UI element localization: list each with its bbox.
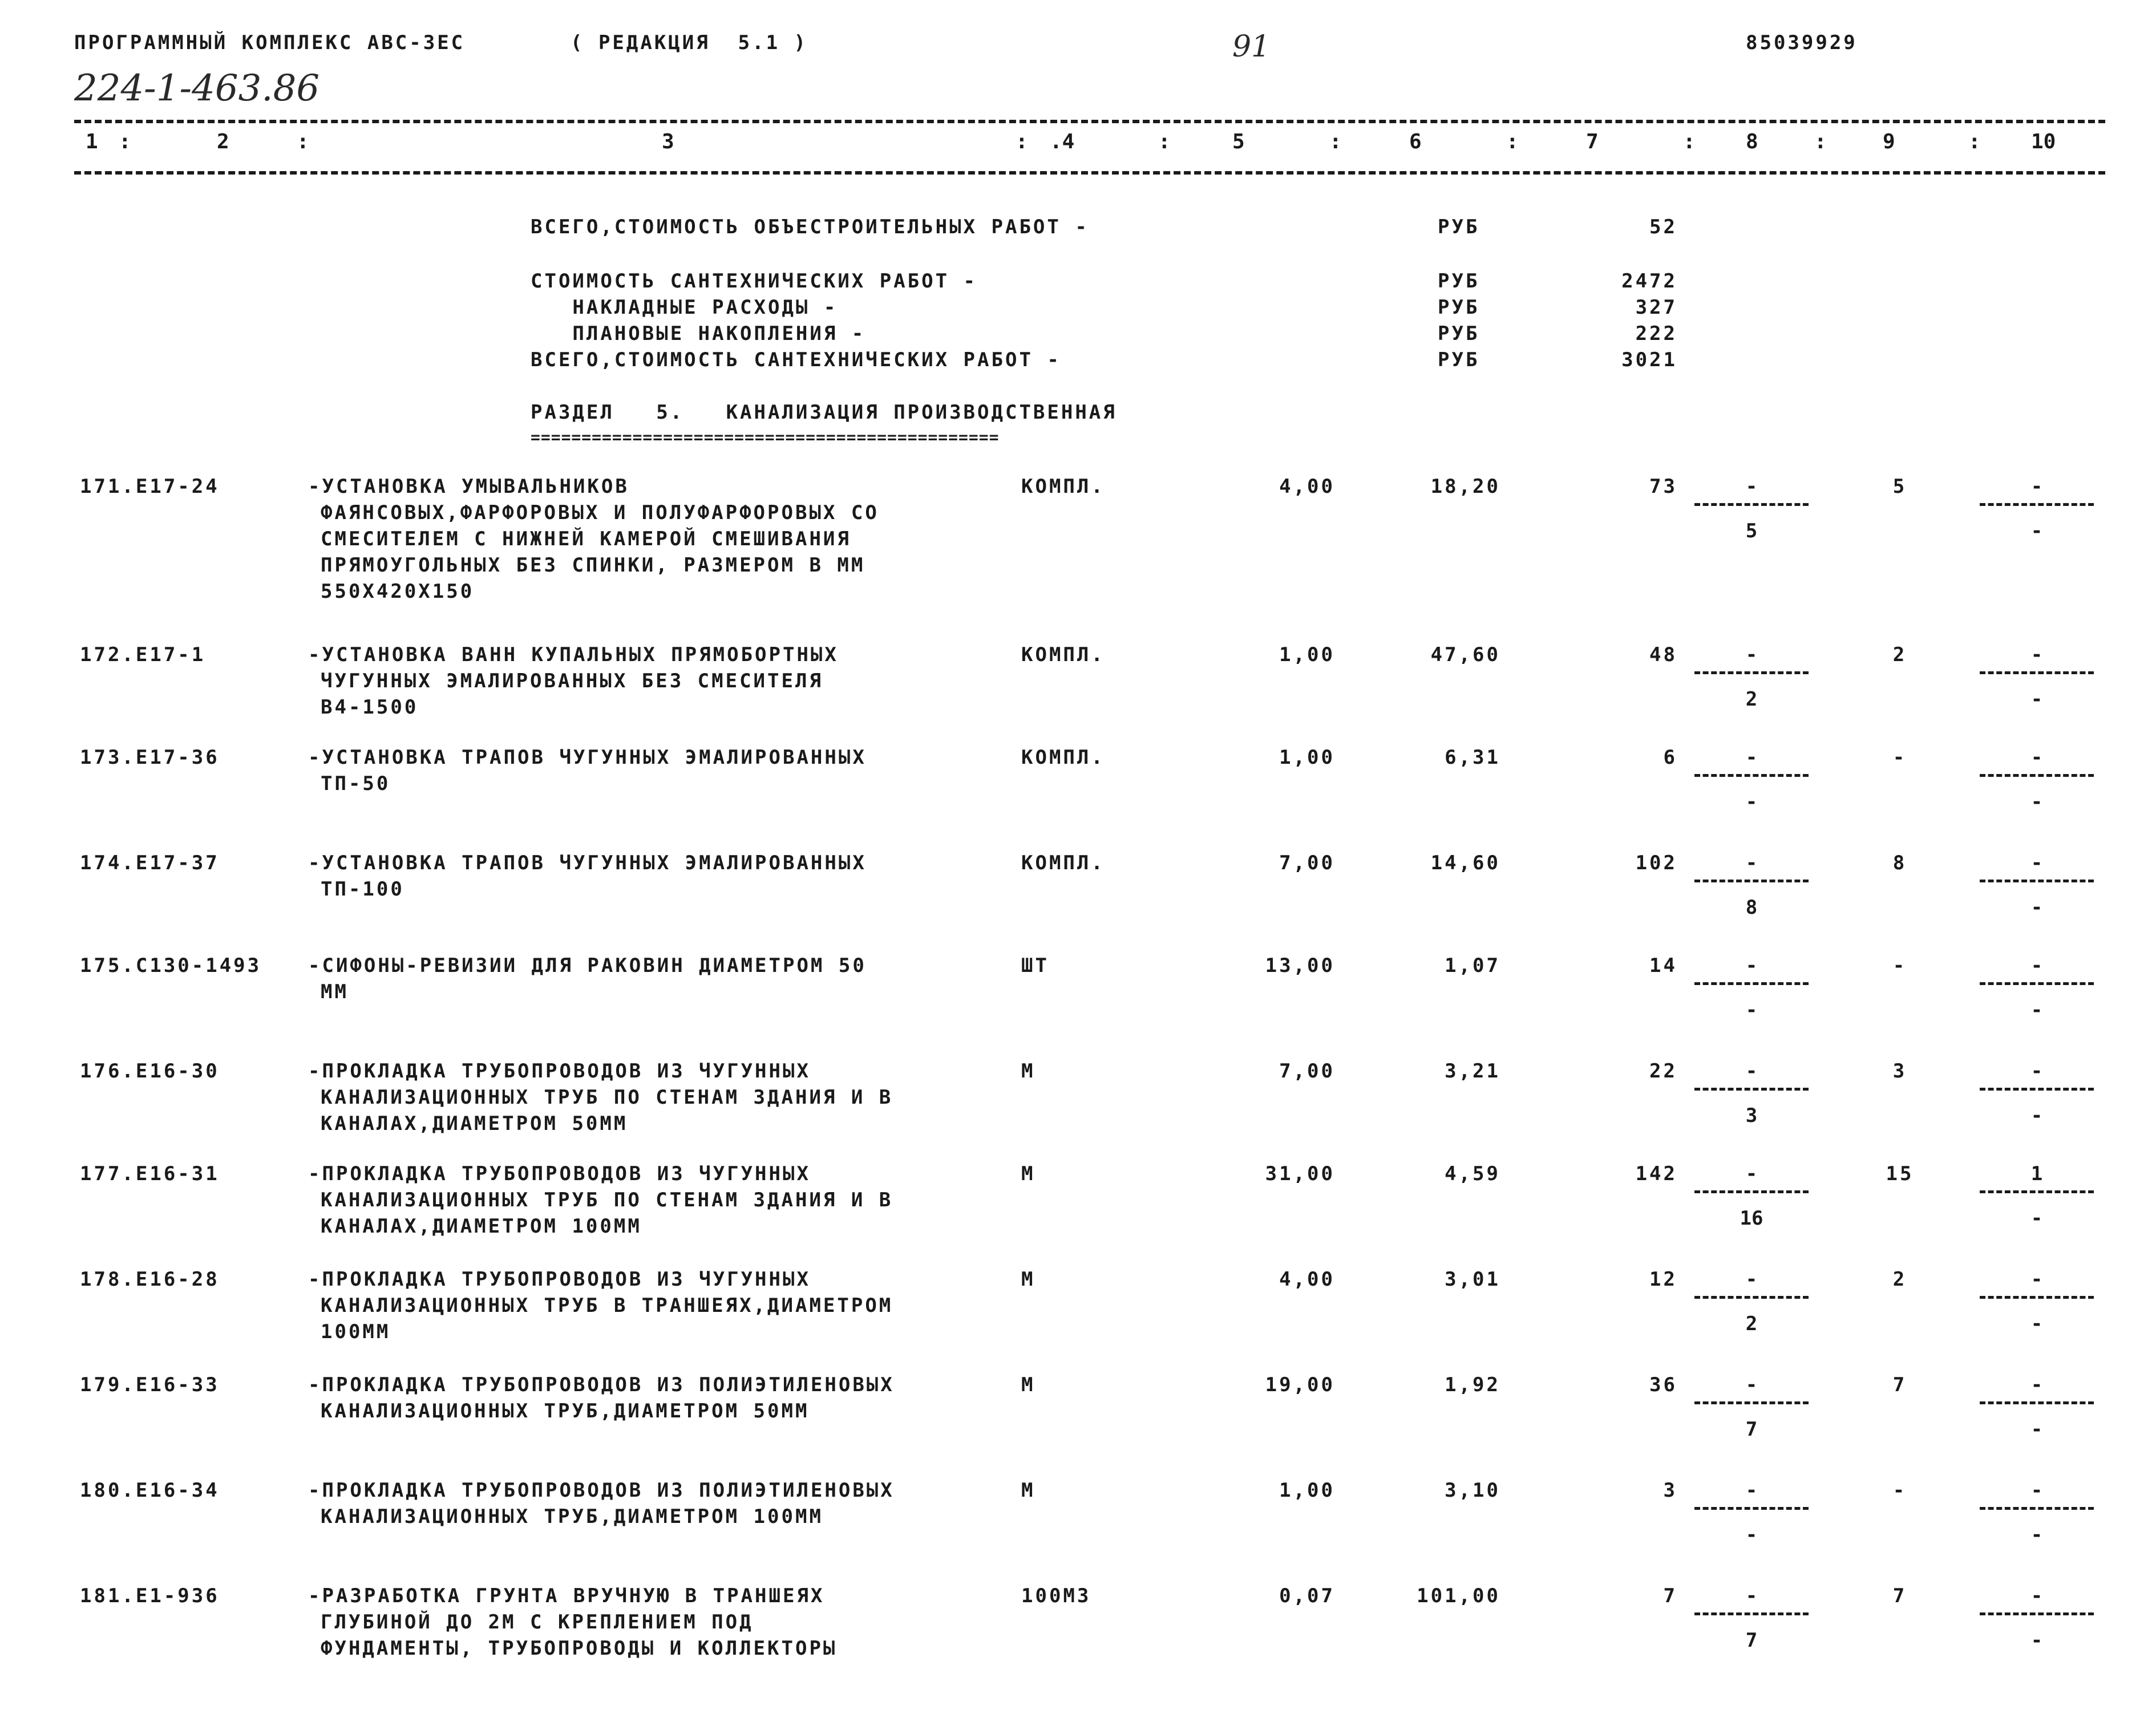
row-unit: КОМПЛ. [1021, 746, 1105, 769]
row-description-line: В4-1500 [321, 696, 419, 719]
row-total-cost: 12 [1649, 1268, 1677, 1291]
summary-total-santech-unit: РУБ [1438, 349, 1480, 371]
row-col8-fraction-bottom: 7 [1745, 1629, 1758, 1652]
row-col10-fraction-top: - [2030, 475, 2043, 498]
row-col9-value: - [1892, 746, 1907, 769]
row-unit: М [1021, 1162, 1035, 1185]
row-description-line: КАНАЛАХ,ДИАМЕТРОМ 100ММ [321, 1215, 642, 1238]
row-unit-price: 47,60 [1430, 643, 1500, 666]
row-col10-fraction [1980, 1058, 2094, 1144]
row-unit-price: 4,59 [1445, 1162, 1500, 1185]
col-header-5: 5 [1232, 130, 1245, 153]
row-unit-price: 6,31 [1445, 746, 1500, 769]
row-total-cost: 22 [1649, 1060, 1677, 1083]
row-total-cost: 3 [1663, 1479, 1677, 1502]
summary-total-santech-value: 3021 [1621, 349, 1677, 371]
row-description-line: КАНАЛИЗАЦИОННЫХ ТРУБ,ДИАМЕТРОМ 100ММ [321, 1505, 823, 1528]
row-description-line: -ПРОКЛАДКА ТРУБОПРОВОДОВ ИЗ ЧУГУННЫХ [308, 1162, 811, 1185]
row-unit-price: 3,01 [1445, 1268, 1500, 1291]
row-col10-fraction-bottom: - [2030, 1104, 2043, 1127]
summary-santech-label: СТОИМОСТЬ САНТЕХНИЧЕСКИХ РАБОТ - [531, 270, 978, 293]
row-col10-fraction-bar [1980, 1190, 2094, 1193]
row-col10-fraction-top: - [2030, 1060, 2043, 1083]
row-unit: КОМПЛ. [1021, 643, 1105, 666]
row-description-line: КАНАЛИЗАЦИОННЫХ ТРУБ,ДИАМЕТРОМ 50ММ [321, 1400, 810, 1423]
row-col10-fraction-bar [1980, 503, 2094, 506]
row-col8-fraction-bottom: 5 [1745, 520, 1758, 542]
row-col9-value: 3 [1892, 1060, 1907, 1083]
row-col8-fraction-bar [1694, 1190, 1809, 1193]
section-title: РАЗДЕЛ 5. КАНАЛИЗАЦИЯ ПРОИЗВОДСТВЕННАЯ [531, 401, 1117, 424]
row-col8-fraction [1694, 473, 1809, 559]
row-col8-fraction [1694, 1161, 1809, 1246]
row-col8-fraction-bottom: - [1745, 999, 1758, 1022]
row-col10-fraction-top: - [2030, 746, 2043, 769]
row-description-line: ФУНДАМЕНТЫ, ТРУБОПРОВОДЫ И КОЛЛЕКТОРЫ [321, 1637, 838, 1660]
row-col8-fraction-bar [1694, 1088, 1809, 1091]
row-col9-value: 5 [1892, 475, 1907, 498]
row-unit: ШТ [1021, 954, 1049, 977]
row-col8-fraction-top: - [1745, 954, 1758, 977]
row-quantity: 1,00 [1279, 1479, 1335, 1502]
row-col8-fraction-bottom: 8 [1745, 896, 1758, 919]
header-rule-top [74, 120, 2105, 123]
row-col10-fraction [1980, 1583, 2094, 1668]
row-quantity: 0,07 [1279, 1585, 1335, 1607]
row-col10-fraction-bottom: - [2030, 896, 2043, 919]
row-col8-fraction-top: - [1745, 1060, 1758, 1083]
row-col8-fraction-top: - [1745, 1479, 1758, 1502]
row-col8-fraction-bottom: 7 [1745, 1418, 1758, 1441]
row-col10-fraction-bar [1980, 671, 2094, 674]
row-col8-fraction [1694, 953, 1809, 1038]
row-code: 173.Е17-36 [80, 746, 220, 769]
row-code: 172.Е17-1 [80, 643, 206, 666]
row-col8-fraction-bar [1694, 1507, 1809, 1510]
row-description-line: -ПРОКЛАДКА ТРУБОПРОВОДОВ ИЗ ЧУГУННЫХ [308, 1268, 811, 1291]
document-code: 85039929 [1746, 31, 1858, 54]
row-quantity: 19,00 [1265, 1373, 1335, 1396]
row-col10-fraction-top: - [2030, 643, 2043, 666]
row-total-cost: 6 [1663, 746, 1677, 769]
row-quantity: 1,00 [1279, 746, 1335, 769]
row-col8-fraction-top: - [1745, 475, 1758, 498]
row-quantity: 7,00 [1279, 1060, 1335, 1083]
row-unit-price: 1,92 [1445, 1373, 1500, 1396]
program-title: ПРОГРАММНЫЙ КОМПЛЕКС АВС-ЗЕС [74, 31, 466, 54]
col-header-7: 7 [1586, 130, 1599, 153]
row-description-line: ММ [321, 980, 349, 1003]
summary-overhead-value: 327 [1635, 296, 1677, 319]
row-unit: М [1021, 1268, 1035, 1291]
row-code: 175.С130-1493 [80, 954, 262, 977]
row-col10-fraction-bar [1980, 1612, 2094, 1615]
summary-santech-unit: РУБ [1438, 270, 1480, 293]
row-col10-fraction-bar [1980, 880, 2094, 882]
row-col10-fraction-bottom: - [2030, 999, 2043, 1022]
section-underline: ============================================== [531, 428, 1000, 447]
row-description-line: ТП-50 [321, 772, 391, 795]
col-header-6: 6 [1409, 130, 1422, 153]
row-col8-fraction-bar [1694, 503, 1809, 506]
row-col10-fraction [1980, 1161, 2094, 1246]
row-col10-fraction [1980, 850, 2094, 935]
col-header-4: .4 [1050, 130, 1075, 153]
row-code: 177.Е16-31 [80, 1162, 220, 1185]
summary-total-santech-label: ВСЕГО,СТОИМОСТЬ САНТЕХНИЧЕСКИХ РАБОТ - [531, 349, 1061, 371]
row-col8-fraction-bar [1694, 1296, 1809, 1299]
row-col8-fraction-bar [1694, 671, 1809, 674]
row-unit: М [1021, 1373, 1035, 1396]
row-description-line: КАНАЛАХ,ДИАМЕТРОМ 50ММ [321, 1112, 628, 1135]
row-col9-value: - [1892, 954, 1907, 977]
row-code: 178.Е16-28 [80, 1268, 220, 1291]
row-col10-fraction-top: - [2030, 1268, 2043, 1291]
row-col8-fraction [1694, 1583, 1809, 1668]
row-col8-fraction-bar [1694, 982, 1809, 985]
row-unit: КОМПЛ. [1021, 475, 1105, 498]
row-col10-fraction [1980, 744, 2094, 830]
row-total-cost: 14 [1649, 954, 1677, 977]
row-col10-fraction-bar [1980, 982, 2094, 985]
row-description-line: -УСТАНОВКА ВАНН КУПАЛЬНЫХ ПРЯМОБОРТНЫХ [308, 643, 839, 666]
row-description-line: -УСТАНОВКА ТРАПОВ ЧУГУННЫХ ЭМАЛИРОВАННЫХ [308, 746, 867, 769]
row-col8-fraction-top: - [1745, 1268, 1758, 1291]
row-col10-fraction [1980, 1477, 2094, 1563]
row-unit: 100М3 [1021, 1585, 1091, 1607]
row-description-line: ФАЯНСОВЫХ,ФАРФОРОВЫХ И ПОЛУФАРФОРОВЫХ СО [321, 501, 879, 524]
row-col8-fraction [1694, 744, 1809, 830]
row-col8-fraction-top: - [1745, 643, 1758, 666]
row-col10-fraction-bottom: - [2030, 688, 2043, 711]
row-unit-price: 14,60 [1430, 852, 1500, 874]
row-col10-fraction-bottom: - [2030, 1629, 2043, 1652]
row-description-line: ТП-100 [321, 878, 404, 901]
summary-total-obj-label: ВСЕГО,СТОИМОСТЬ ОБЪЕСТРОИТЕЛЬНЫХ РАБОТ - [531, 216, 1089, 238]
row-description-line: СМЕСИТЕЛЕМ С НИЖНЕЙ КАМЕРОЙ СМЕШИВАНИЯ [321, 528, 851, 550]
row-code: 176.Е16-30 [80, 1060, 220, 1083]
row-col9-value: 7 [1892, 1585, 1907, 1607]
col-header-1: 1 [86, 130, 98, 153]
row-total-cost: 7 [1663, 1585, 1677, 1607]
row-col8-fraction [1694, 1372, 1809, 1457]
row-description-line: -РАЗРАБОТКА ГРУНТА ВРУЧНУЮ В ТРАНШЕЯХ [308, 1585, 825, 1607]
row-quantity: 1,00 [1279, 643, 1335, 666]
document-page: ПРОГРАММНЫЙ КОМПЛЕКС АВС-ЗЕС ( РЕДАКЦИЯ 5.1 ) 91 85039929 224-1-463.86 1 : 2 : 3 : .4 : 5 : 6 : 7 : 8 : 9 : 10 ВСЕГО,СТОИМОСТЬ ОБЪЕСТРОИТЕЛЬНЫХ РАБОТ - РУБ 52 СТОИМОСТЬ САНТЕХНИЧЕСКИХ РАБОТ - РУБ 2472 НАКЛАДНЫЕ РАСХОДЫ - РУБ 327 ПЛАНОВЫЕ НАКОПЛЕНИЯ - РУБ 222 ВСЕГО,СТОИМОСТЬ САНТЕХНИЧЕСКИХ РАБОТ - РУБ 3021 РАЗДЕЛ 5. КАНАЛИЗАЦИЯ ПРОИЗВОДСТВЕННАЯ ============================================== 171.Е17-24 -УСТАНОВКА УМЫВАЛЬНИКОВ ФАЯНСОВЫХ,ФАРФОРОВЫХ И ПОЛУФАРФОРОВЫХ СО СМЕСИТЕЛЕМ С НИЖНЕЙ КАМЕРОЙ СМЕШИВАНИЯ ПРЯМОУГОЛЬНЫХ БЕЗ СПИНКИ, РАЗМЕРОМ В ММ 550Х420Х150 КОМПЛ. 4,00 18,20 73 - 5 5 - - 172.Е17-1 -УСТАНОВКА ВАНН КУПАЛЬНЫХ ПРЯМОБОРТНЫХ ЧУГУННЫХ ЭМАЛИРОВАННЫХ БЕЗ СМЕСИТЕЛЯ В4-1500 КОМПЛ. 1,00 47,60 48 - 2 2 - - 173.Е17-36 -УСТАНОВКА ТРАПОВ ЧУГУННЫХ ЭМАЛИРОВАННЫХ ТП-50 КОМПЛ. 1,00 6,31 6 - - - - - 174.Е17-37 -УСТАНОВКА ТРАПОВ ЧУГУННЫХ ЭМАЛИРОВАННЫХ ТП-100 КОМПЛ. 7,00 14,60 102 - 8 8 - - 175.С130-1493 -СИФОНЫ-РЕВИЗИИ ДЛЯ РАКОВИН ДИАМЕТРОМ 50 ММ ШТ 13,00 1,07 14 - - - - - 176.Е16-30 -ПРОКЛАДКА ТРУБОПРОВОДОВ ИЗ ЧУГУННЫХ КАНАЛИЗАЦИОННЫХ ТРУБ ПО СТЕНАМ ЗДАНИЯ И В КАНАЛАХ,ДИАМЕТРОМ 50ММ М 7,00 3,21 22 - 3 3 - - 177.Е16-31 -ПРОКЛАДКА ТРУБОПРОВОДОВ ИЗ ЧУГУННЫХ КАНАЛИЗАЦИОННЫХ ТРУБ ПО СТЕНАМ ЗДАНИЯ И В КАНАЛАХ,ДИАМЕТРОМ 100ММ М 31,00 4,59 142 - 16 15 1 - 178.Е16-28 -ПРОКЛАДКА ТРУБОПРОВОДОВ ИЗ ЧУГУННЫХ КАНАЛИЗАЦИОННЫХ ТРУБ В ТРАНШЕЯХ,ДИАМЕТРОМ 100ММ М 4,00 3,01 12 - 2 2 - - 179.Е16-33 -ПРОКЛАДКА ТРУБОПРОВОДОВ ИЗ ПОЛИЭТИЛЕНОВЫХ КАНАЛИЗАЦИОННЫХ ТРУБ,ДИАМЕТРОМ 50ММ М 19,00 1,92 36 - 7 7 - - 180.Е16-34 -ПРОКЛАДКА ТРУБОПРОВОДОВ ИЗ ПОЛИЭТИЛЕНОВЫХ КАНАЛИЗАЦИОННЫХ ТРУБ,ДИАМЕТРОМ 100ММ М 1,00 3,10 3 - - - - - 181.Е1-936 -РАЗРАБОТКА ГРУНТА ВРУЧНУЮ В ТРАНШЕЯХ ГЛУБИНОЙ ДО 2М С КРЕПЛЕНИЕМ ПОД ФУНДАМЕНТЫ, ТРУБОПРОВОДЫ И КОЛЛЕКТОРЫ 100М3 0,07 101,00 7 - 7 7 - - [0, 0, 2156, 1718]
row-code: 179.Е16-33 [80, 1373, 220, 1396]
row-col8-fraction-bottom: 2 [1745, 688, 1758, 711]
row-col8-fraction-top: - [1745, 1373, 1758, 1396]
row-col9-value: 2 [1892, 643, 1907, 666]
row-col10-fraction-bottom: - [2030, 1312, 2043, 1335]
edition-label: ( РЕДАКЦИЯ 5.1 ) [571, 31, 808, 54]
row-description-line: ПРЯМОУГОЛЬНЫХ БЕЗ СПИНКИ, РАЗМЕРОМ В ММ [321, 554, 865, 577]
row-unit-price: 1,07 [1445, 954, 1500, 977]
row-col10-fraction-bottom: - [2030, 1207, 2043, 1230]
row-col10-fraction-top: - [2030, 1479, 2043, 1502]
col-header-9: 9 [1883, 130, 1895, 153]
row-description-line: КАНАЛИЗАЦИОННЫХ ТРУБ В ТРАНШЕЯХ,ДИАМЕТРОМ [321, 1294, 893, 1317]
row-description-line: КАНАЛИЗАЦИОННЫХ ТРУБ ПО СТЕНАМ ЗДАНИЯ И В [321, 1189, 893, 1211]
row-col9-value: 15 [1886, 1162, 1914, 1185]
row-col10-fraction-bottom: - [2030, 1523, 2043, 1546]
col-header-2: 2 [217, 130, 229, 153]
row-col10-fraction-top: 1 [2030, 1162, 2043, 1185]
row-col9-value: 8 [1892, 852, 1907, 874]
row-total-cost: 142 [1635, 1162, 1677, 1185]
row-quantity: 4,00 [1279, 1268, 1335, 1291]
col-header-10: 10 [2031, 130, 2056, 153]
page-number: 91 [1232, 30, 1271, 64]
row-unit: М [1021, 1060, 1035, 1083]
row-description-line: ГЛУБИНОЙ ДО 2М С КРЕПЛЕНИЕМ ПОД [321, 1611, 754, 1634]
row-col9-value: - [1892, 1479, 1907, 1502]
row-unit-price: 3,10 [1445, 1479, 1500, 1502]
row-col8-fraction-top: - [1745, 852, 1758, 874]
row-col10-fraction [1980, 642, 2094, 727]
row-col8-fraction-bar [1694, 774, 1809, 777]
row-col10-fraction-bottom: - [2030, 1418, 2043, 1441]
row-col8-fraction-bottom: 2 [1745, 1312, 1758, 1335]
row-col10-fraction-top: - [2030, 1585, 2043, 1607]
row-total-cost: 102 [1635, 852, 1677, 874]
row-col10-fraction-bar [1980, 1507, 2094, 1510]
row-description-line: -ПРОКЛАДКА ТРУБОПРОВОДОВ ИЗ ПОЛИЭТИЛЕНОВЫХ [308, 1373, 895, 1396]
row-col8-fraction-bar [1694, 1612, 1809, 1615]
row-description-line: КАНАЛИЗАЦИОННЫХ ТРУБ ПО СТЕНАМ ЗДАНИЯ И В [321, 1086, 893, 1109]
row-quantity: 13,00 [1265, 954, 1335, 977]
row-description-line: 100ММ [321, 1320, 391, 1343]
summary-overhead-label: НАКЛАДНЫЕ РАСХОДЫ - [531, 296, 838, 319]
row-col9-value: 7 [1892, 1373, 1907, 1396]
summary-total-obj-value: 52 [1649, 216, 1677, 238]
row-col10-fraction-bottom: - [2030, 520, 2043, 542]
row-col10-fraction-bar [1980, 1296, 2094, 1299]
row-col8-fraction-bottom: 16 [1740, 1207, 1763, 1230]
row-col10-fraction-top: - [2030, 1373, 2043, 1396]
row-col8-fraction-bar [1694, 880, 1809, 882]
row-col8-fraction-bottom: - [1745, 791, 1758, 813]
row-description-line: -СИФОНЫ-РЕВИЗИИ ДЛЯ РАКОВИН ДИАМЕТРОМ 50 [308, 954, 867, 977]
header-rule-bottom [74, 171, 2105, 175]
row-col10-fraction-top: - [2030, 852, 2043, 874]
summary-overhead-unit: РУБ [1438, 296, 1480, 319]
row-col8-fraction [1694, 642, 1809, 727]
row-col8-fraction [1694, 1477, 1809, 1563]
row-code: 180.Е16-34 [80, 1479, 220, 1502]
row-col8-fraction [1694, 850, 1809, 935]
row-quantity: 31,00 [1265, 1162, 1335, 1185]
summary-planned-value: 222 [1635, 322, 1677, 345]
row-quantity: 4,00 [1279, 475, 1335, 498]
row-col10-fraction [1980, 473, 2094, 559]
row-total-cost: 36 [1649, 1373, 1677, 1396]
row-total-cost: 48 [1649, 643, 1677, 666]
row-col10-fraction [1980, 953, 2094, 1038]
row-unit-price: 3,21 [1445, 1060, 1500, 1083]
row-description-line: -УСТАНОВКА ТРАПОВ ЧУГУННЫХ ЭМАЛИРОВАННЫХ [308, 852, 867, 874]
row-col10-fraction [1980, 1372, 2094, 1457]
row-col8-fraction-top: - [1745, 1585, 1758, 1607]
row-col8-fraction-bottom: - [1745, 1523, 1758, 1546]
row-description-line: -УСТАНОВКА УМЫВАЛЬНИКОВ [308, 475, 629, 498]
row-unit: КОМПЛ. [1021, 852, 1105, 874]
row-col10-fraction-bar [1980, 774, 2094, 777]
row-code: 171.Е17-24 [80, 475, 220, 498]
row-col8-fraction-bottom: 3 [1745, 1104, 1758, 1127]
row-description-line: 550Х420Х150 [321, 580, 475, 603]
row-col10-fraction-top: - [2030, 954, 2043, 977]
summary-planned-unit: РУБ [1438, 322, 1480, 345]
row-code: 174.Е17-37 [80, 852, 220, 874]
row-unit-price: 18,20 [1430, 475, 1500, 498]
row-unit-price: 101,00 [1417, 1585, 1500, 1607]
row-col8-fraction [1694, 1266, 1809, 1352]
row-total-cost: 73 [1649, 475, 1677, 498]
col-header-8: 8 [1746, 130, 1758, 153]
row-description-line: -ПРОКЛАДКА ТРУБОПРОВОДОВ ИЗ ЧУГУННЫХ [308, 1060, 811, 1083]
row-code: 181.Е1-936 [80, 1585, 220, 1607]
row-description-line: -ПРОКЛАДКА ТРУБОПРОВОДОВ ИЗ ПОЛИЭТИЛЕНОВЫХ [308, 1479, 895, 1502]
handwritten-reference: 224-1-463.86 [74, 67, 320, 110]
row-quantity: 7,00 [1279, 852, 1335, 874]
row-col8-fraction [1694, 1058, 1809, 1144]
summary-planned-label: ПЛАНОВЫЕ НАКОПЛЕНИЯ - [531, 322, 866, 345]
summary-total-obj-unit: РУБ [1438, 216, 1480, 238]
col-header-3: 3 [662, 130, 674, 153]
row-col8-fraction-top: - [1745, 746, 1758, 769]
row-col10-fraction-bar [1980, 1088, 2094, 1091]
summary-santech-value: 2472 [1621, 270, 1677, 293]
row-col8-fraction-bar [1694, 1401, 1809, 1404]
row-col9-value: 2 [1892, 1268, 1907, 1291]
row-col10-fraction-bar [1980, 1401, 2094, 1404]
row-col10-fraction [1980, 1266, 2094, 1352]
row-unit: М [1021, 1479, 1035, 1502]
row-col10-fraction-bottom: - [2030, 791, 2043, 813]
row-description-line: ЧУГУННЫХ ЭМАЛИРОВАННЫХ БЕЗ СМЕСИТЕЛЯ [321, 670, 823, 692]
row-col8-fraction-top: - [1745, 1162, 1758, 1185]
